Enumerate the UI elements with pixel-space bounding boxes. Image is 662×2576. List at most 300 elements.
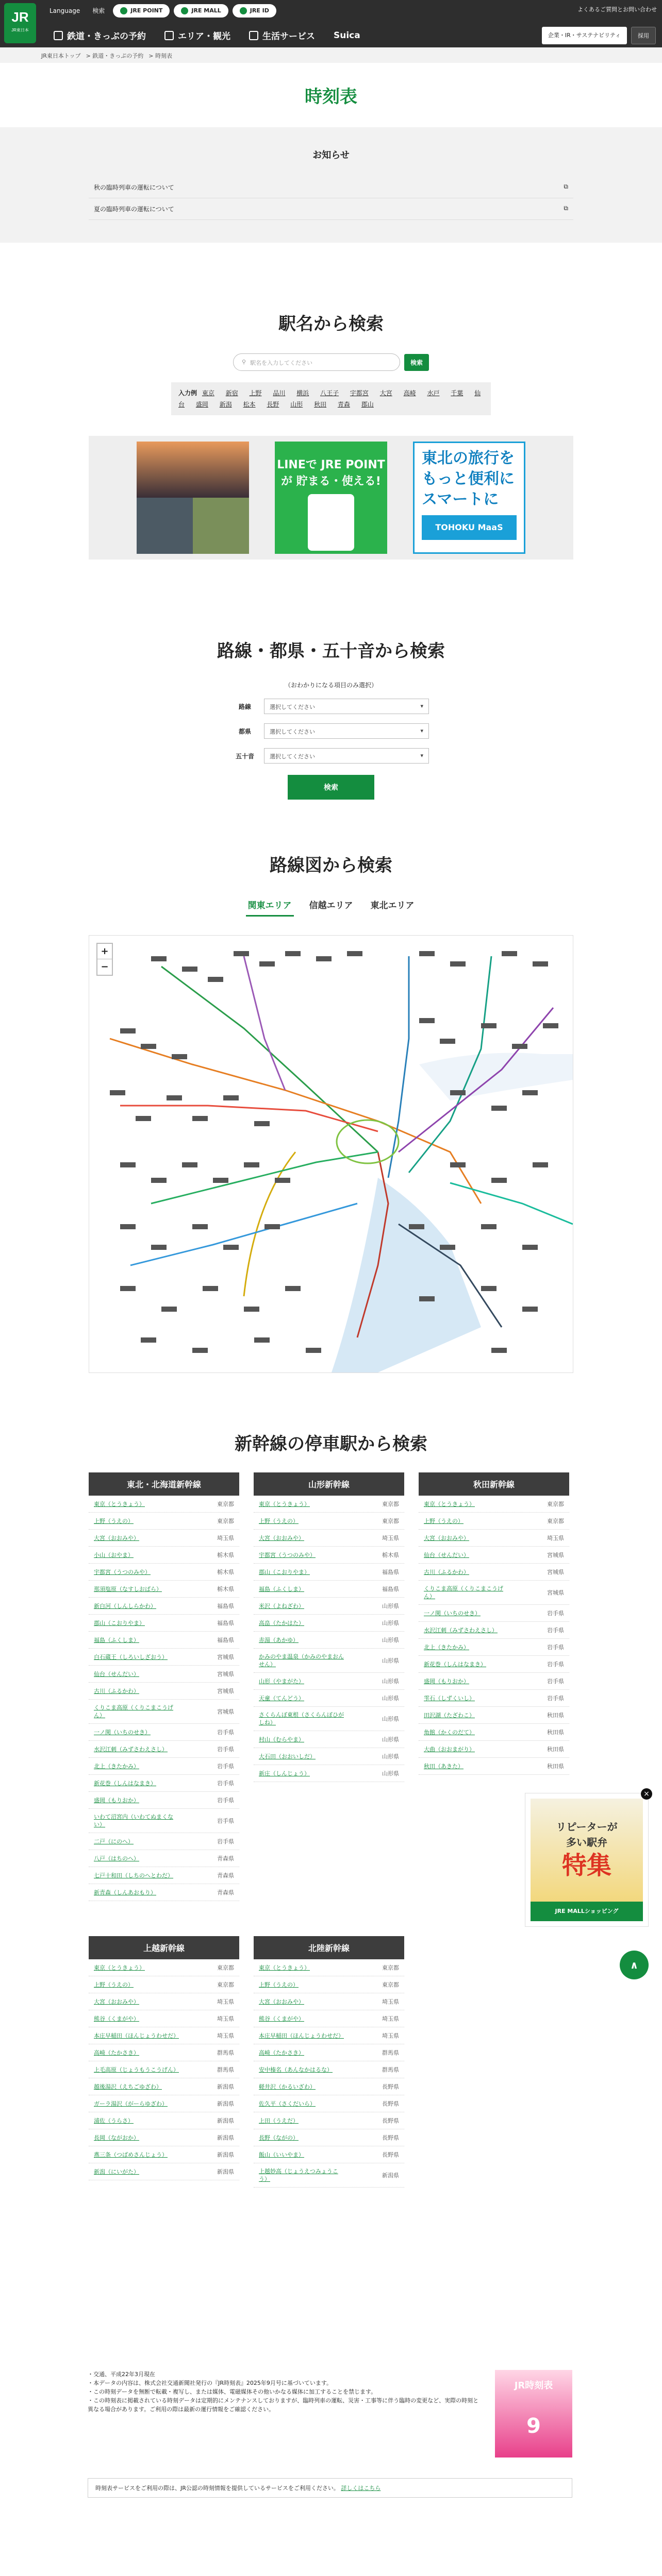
station-link[interactable]: 新青森（しんあおもり） bbox=[94, 1889, 156, 1896]
station-link[interactable]: 上野（うえの） bbox=[259, 1517, 299, 1524]
line-banner[interactable]: LINEで JRE POINTが 貯まる・使える! bbox=[275, 442, 387, 554]
station-row[interactable] bbox=[89, 2044, 239, 2061]
station-row[interactable] bbox=[419, 1690, 569, 1707]
prefecture-label: 東京都 bbox=[382, 1981, 399, 1988]
station-link[interactable]: 上野（うえの） bbox=[259, 1981, 299, 1988]
prefecture-label: 岩手県 bbox=[217, 1797, 234, 1804]
station-link[interactable]: いわて沼宮内（いわてぬまくない） bbox=[94, 1814, 173, 1828]
station-row[interactable] bbox=[89, 1976, 239, 1993]
example-station[interactable]: 新潟 bbox=[219, 401, 232, 408]
station-link[interactable]: 東京（とうきょう） bbox=[94, 1964, 145, 1971]
station-link[interactable]: 新花巻（しんはなまき） bbox=[94, 1780, 156, 1787]
station-row[interactable] bbox=[419, 1496, 569, 1513]
station-link[interactable]: 上毛高原（じょうもうこうげん） bbox=[94, 2066, 179, 2073]
faq-link[interactable]: よくあるご質問とお問い合わせ bbox=[577, 6, 657, 13]
example-station[interactable]: 盛岡 bbox=[195, 401, 208, 408]
station-row[interactable] bbox=[419, 1547, 569, 1564]
station-link[interactable]: 宇都宮（うつのみや） bbox=[259, 1551, 316, 1558]
station-link[interactable]: 上越妙高（じょうえつみょうこう） bbox=[259, 2168, 338, 2182]
station-link[interactable]: 水沢江刺（みずさわえさし） bbox=[424, 1626, 498, 1634]
breadcrumb-item: 時刻表 bbox=[155, 53, 172, 59]
station-row[interactable] bbox=[254, 2010, 404, 2027]
phone-image bbox=[308, 494, 354, 551]
prefecture-label: 福島県 bbox=[382, 1569, 399, 1575]
external-icon: ⧉ bbox=[564, 183, 568, 190]
zoom-in-button[interactable]: + bbox=[97, 944, 112, 959]
station-row[interactable] bbox=[89, 1741, 239, 1758]
station-link[interactable]: 郡山（こおりやま） bbox=[259, 1568, 310, 1575]
prefecture-select[interactable]: 選択してください ▾ bbox=[264, 723, 429, 739]
station-row[interactable] bbox=[254, 1615, 404, 1632]
prefecture-label: 山形県 bbox=[382, 1753, 399, 1760]
station-link[interactable]: 福島（ふくしま） bbox=[94, 1636, 139, 1643]
station-link[interactable]: 村山（むらやま） bbox=[259, 1736, 304, 1743]
prefecture-label: 福島県 bbox=[217, 1603, 234, 1609]
station-row[interactable] bbox=[89, 2061, 239, 2078]
station-link[interactable]: 本庄早稲田（ほんじょうわせだ） bbox=[94, 2032, 179, 2039]
prefecture-label: 山形県 bbox=[382, 1637, 399, 1643]
station-row[interactable] bbox=[89, 1850, 239, 1867]
station-row[interactable] bbox=[254, 2061, 404, 2078]
station-link[interactable]: 高崎（たかさき） bbox=[259, 2049, 304, 2056]
station-row[interactable] bbox=[254, 1632, 404, 1649]
station-row[interactable] bbox=[89, 1598, 239, 1615]
tab-shinetsu[interactable]: 信越エリア bbox=[309, 901, 353, 911]
station-link[interactable]: 熊谷（くまがや） bbox=[259, 2015, 304, 2022]
station-row[interactable] bbox=[254, 2095, 404, 2112]
map-zoom-control bbox=[96, 943, 113, 976]
station-link[interactable]: くりこま高原（くりこまこうげん） bbox=[94, 1704, 173, 1719]
station-row[interactable] bbox=[89, 1724, 239, 1741]
kana-select[interactable]: 選択してください ▾ bbox=[264, 748, 429, 764]
station-row[interactable] bbox=[89, 1884, 239, 1901]
station-row[interactable] bbox=[89, 1700, 239, 1724]
station-link[interactable]: 天童（てんどう） bbox=[259, 1694, 304, 1702]
close-icon[interactable]: × bbox=[641, 1788, 652, 1800]
prefecture-label: 埼玉県 bbox=[547, 1535, 564, 1541]
station-link[interactable]: 郡山（こおりやま） bbox=[94, 1619, 145, 1626]
station-link[interactable]: 大石田（おおいしだ） bbox=[259, 1753, 316, 1760]
section-title: 新幹線の停車駅から検索 bbox=[235, 1434, 427, 1454]
station-row[interactable] bbox=[419, 1724, 569, 1741]
station-link[interactable]: 熊谷（くまがや） bbox=[94, 2015, 139, 2022]
station-row[interactable] bbox=[89, 1993, 239, 2010]
station-link[interactable]: 越後湯沢（えちごゆざわ） bbox=[94, 2083, 162, 2090]
line-select[interactable]: 選択してください ▾ bbox=[264, 699, 429, 714]
station-row[interactable] bbox=[89, 2027, 239, 2044]
station-link[interactable]: 古川（ふるかわ） bbox=[94, 1687, 139, 1694]
prefecture-label: 東京都 bbox=[547, 1501, 564, 1507]
station-row[interactable] bbox=[254, 1690, 404, 1707]
station-link[interactable]: 那須塩原（なすしおばら） bbox=[94, 1585, 162, 1592]
station-link[interactable]: 東京（とうきょう） bbox=[259, 1964, 310, 1971]
station-link[interactable]: 飯山（いいやま） bbox=[259, 2151, 304, 2158]
station-link[interactable]: 上野（うえの） bbox=[424, 1517, 464, 1524]
prefecture-label: 岩手県 bbox=[217, 1763, 234, 1770]
station-row[interactable] bbox=[419, 1622, 569, 1639]
prefecture-label: 長野県 bbox=[382, 2151, 399, 2158]
example-station[interactable]: 千葉 bbox=[451, 389, 464, 397]
station-link[interactable]: 盛岡（もりおか） bbox=[424, 1677, 469, 1685]
station-row[interactable] bbox=[254, 1513, 404, 1530]
example-station[interactable]: 松本 bbox=[243, 401, 256, 408]
example-station[interactable]: 八王子 bbox=[320, 389, 339, 397]
example-station[interactable]: 青森 bbox=[337, 401, 350, 408]
prefecture-label: 宮城県 bbox=[217, 1671, 234, 1677]
example-station[interactable]: 新宿 bbox=[225, 389, 238, 397]
prefecture-label: 東京都 bbox=[217, 1964, 234, 1971]
prefecture-label: 宮城県 bbox=[217, 1708, 234, 1715]
example-station[interactable]: 高崎 bbox=[403, 389, 416, 397]
station-link[interactable]: 仙台（せんだい） bbox=[424, 1551, 469, 1558]
station-row[interactable] bbox=[419, 1513, 569, 1530]
station-row[interactable] bbox=[254, 2163, 404, 2188]
prefecture-label: 山形県 bbox=[382, 1770, 399, 1777]
station-row[interactable] bbox=[89, 2078, 239, 2095]
station-link[interactable]: 新潟（にいがた） bbox=[94, 2168, 139, 2175]
scroll-top-button[interactable]: ∧ bbox=[620, 1951, 649, 1979]
prefecture-label: 群馬県 bbox=[382, 2066, 399, 2073]
example-station[interactable]: 東京 bbox=[202, 389, 214, 397]
station-link[interactable]: かみのやま温泉（かみのやまおんせん） bbox=[259, 1653, 344, 1668]
station-row[interactable] bbox=[254, 1731, 404, 1748]
station-link[interactable]: 七戸十和田（しちのへとわだ） bbox=[94, 1872, 173, 1879]
breadcrumb-item[interactable]: 鉄道・きっぷの予約 bbox=[92, 53, 144, 59]
station-link[interactable]: 八戸（はちのへ） bbox=[94, 1855, 139, 1862]
station-link[interactable]: 水沢江刺（みずさわえさし） bbox=[94, 1745, 168, 1753]
prefecture-label: 岩手県 bbox=[217, 1746, 234, 1753]
station-link[interactable]: 雫石（しずくいし） bbox=[424, 1694, 475, 1702]
station-row[interactable] bbox=[89, 2010, 239, 2027]
photo-banner[interactable] bbox=[137, 442, 249, 554]
route-search-section bbox=[0, 580, 662, 800]
station-link[interactable]: 二戸（にのへ） bbox=[94, 1838, 134, 1845]
prefecture-label: 新潟県 bbox=[217, 2117, 234, 2124]
station-row[interactable] bbox=[89, 2095, 239, 2112]
bag-icon bbox=[249, 31, 258, 40]
jre-point-pill[interactable]: JRE POINT bbox=[113, 4, 170, 18]
prefecture-label: 宮城県 bbox=[547, 1552, 564, 1558]
prefecture-label: 埼玉県 bbox=[217, 2015, 234, 2022]
station-link[interactable]: 軽井沢（かるいざわ） bbox=[259, 2083, 316, 2090]
station-link[interactable]: 大宮（おおみや） bbox=[259, 1998, 304, 2005]
station-link[interactable]: 東京（とうきょう） bbox=[259, 1500, 310, 1507]
station-link[interactable]: 佐久平（さくだいら） bbox=[259, 2100, 316, 2107]
station-row[interactable] bbox=[419, 1673, 569, 1690]
example-station[interactable]: 横浜 bbox=[296, 389, 309, 397]
prefecture-label: 岩手県 bbox=[547, 1695, 564, 1702]
prefecture-label: 山形県 bbox=[382, 1620, 399, 1626]
prefecture-label: 新潟県 bbox=[217, 2168, 234, 2175]
station-row[interactable] bbox=[254, 1765, 404, 1782]
prefecture-label: 埼玉県 bbox=[382, 2015, 399, 2022]
jre-id-pill[interactable]: JRE ID bbox=[233, 4, 276, 18]
station-row[interactable] bbox=[89, 2163, 239, 2180]
route-map[interactable] bbox=[89, 935, 573, 1373]
notice-item[interactable]: 夏の臨時列車の運転について ⧉ bbox=[89, 198, 573, 220]
station-link[interactable]: 小山（おやま） bbox=[94, 1551, 134, 1558]
station-row[interactable] bbox=[89, 1758, 239, 1775]
station-link[interactable]: 本庄早稲田（ほんじょうわせだ） bbox=[259, 2032, 344, 2039]
station-link[interactable]: 大宮（おおみや） bbox=[94, 1998, 139, 2005]
station-row[interactable] bbox=[89, 1809, 239, 1833]
prefecture-label: 群馬県 bbox=[217, 2066, 234, 2073]
station-link[interactable]: 田沢湖（たざわこ） bbox=[424, 1711, 475, 1719]
jre-id-icon bbox=[240, 7, 247, 14]
station-row[interactable] bbox=[419, 1758, 569, 1775]
station-row[interactable] bbox=[89, 1833, 239, 1850]
prefecture-label: 秋田県 bbox=[547, 1746, 564, 1753]
example-station[interactable]: 山形 bbox=[290, 401, 303, 408]
station-link[interactable]: 仙台（せんだい） bbox=[94, 1670, 139, 1677]
prefecture-label: 岩手県 bbox=[547, 1610, 564, 1617]
shinkansen-column bbox=[254, 1936, 404, 2188]
route-search-button[interactable]: 検索 bbox=[288, 775, 374, 800]
station-row[interactable] bbox=[254, 1564, 404, 1581]
prefecture-label: 東京都 bbox=[217, 1501, 234, 1507]
station-row[interactable] bbox=[419, 1741, 569, 1758]
prefecture-label: 長野県 bbox=[382, 2134, 399, 2141]
shinkansen-column bbox=[89, 1936, 239, 2188]
station-row[interactable] bbox=[254, 1748, 404, 1765]
note-line: ・本データの内容は、株式会社交通新聞社発行の『JR時刻表』2025年9月号に基づいています。 bbox=[88, 2380, 332, 2386]
station-link[interactable]: 一ノ関（いちのせき） bbox=[424, 1609, 481, 1617]
station-link[interactable]: 燕三条（つばめさんじょう） bbox=[94, 2151, 168, 2158]
example-station[interactable]: 上野 bbox=[249, 389, 262, 397]
prefecture-label: 岩手県 bbox=[547, 1627, 564, 1634]
station-row[interactable] bbox=[419, 1639, 569, 1656]
prefecture-label: 岩手県 bbox=[547, 1661, 564, 1668]
prefecture-label: 山形県 bbox=[382, 1716, 399, 1722]
station-link[interactable]: 高畠（たかはた） bbox=[259, 1619, 304, 1626]
recruit-button[interactable]: 採用 bbox=[631, 27, 656, 44]
example-station[interactable]: 郡山 bbox=[361, 401, 374, 408]
nav-railway[interactable]: 鉄道・きっぷの予約 bbox=[45, 25, 154, 46]
prefecture-label: 新潟県 bbox=[217, 2083, 234, 2090]
station-row[interactable] bbox=[419, 1656, 569, 1673]
station-row[interactable] bbox=[254, 2112, 404, 2129]
station-link[interactable]: 宇都宮（うつのみや） bbox=[94, 1568, 151, 1575]
station-link[interactable]: 東京（とうきょう） bbox=[424, 1500, 475, 1507]
station-row[interactable] bbox=[254, 1976, 404, 1993]
station-row[interactable] bbox=[254, 1598, 404, 1615]
station-link[interactable]: 新庄（しんじょう） bbox=[259, 1770, 310, 1777]
station-link[interactable]: 山形（やまがた） bbox=[259, 1677, 304, 1685]
service-link[interactable]: 詳しくはこちら bbox=[341, 2485, 381, 2492]
nav-life[interactable]: 生活サービス bbox=[241, 25, 323, 46]
station-link[interactable]: 北上（きたかみ） bbox=[424, 1643, 469, 1651]
train-icon bbox=[54, 31, 63, 40]
zoom-out-button[interactable]: − bbox=[101, 961, 109, 972]
prefecture-label: 秋田県 bbox=[547, 1712, 564, 1719]
station-link[interactable]: 古川（ふるかわ） bbox=[424, 1568, 469, 1575]
station-link[interactable]: 赤湯（あかゆ） bbox=[259, 1636, 299, 1643]
shinkansen-grid bbox=[89, 1472, 573, 2188]
notice-title: お知らせ bbox=[312, 150, 350, 161]
promo-popup[interactable]: × リピーターが 多い駅弁 特集 JRE MALLショッピング bbox=[525, 1793, 649, 1927]
station-row[interactable] bbox=[419, 1707, 569, 1724]
search-link[interactable]: 検索 bbox=[92, 7, 105, 14]
station-link[interactable]: 秋田（あきた） bbox=[424, 1762, 464, 1770]
prefecture-label: 新潟県 bbox=[382, 2172, 399, 2179]
prefecture-label: 岩手県 bbox=[217, 1729, 234, 1736]
station-link[interactable]: 大宮（おおみや） bbox=[424, 1534, 469, 1541]
shinkansen-line-title: 東北・北海道新幹線 bbox=[89, 1472, 239, 1496]
breadcrumb-item[interactable]: JR東日本トップ bbox=[41, 53, 81, 59]
station-row[interactable] bbox=[254, 1673, 404, 1690]
field-label: 五十音 bbox=[235, 752, 254, 760]
station-row[interactable] bbox=[254, 2027, 404, 2044]
prefecture-label: 福島県 bbox=[217, 1637, 234, 1643]
station-search-section bbox=[0, 243, 662, 580]
notice-item[interactable]: 秋の臨時列車の運転について ⧉ bbox=[89, 177, 573, 198]
station-link[interactable]: 一ノ関（いちのせき） bbox=[94, 1728, 151, 1736]
station-link[interactable]: 北上（きたかみ） bbox=[94, 1762, 139, 1770]
example-station[interactable]: 宇都宮 bbox=[350, 389, 369, 397]
station-row[interactable] bbox=[89, 1496, 239, 1513]
station-row[interactable] bbox=[254, 1547, 404, 1564]
station-row[interactable] bbox=[254, 1530, 404, 1547]
station-link[interactable]: 安中榛名（あんなかはるな） bbox=[259, 2066, 333, 2073]
station-row[interactable] bbox=[89, 1959, 239, 1976]
station-row[interactable] bbox=[89, 1513, 239, 1530]
station-link[interactable]: 長岡（ながおか） bbox=[94, 2134, 139, 2141]
station-row[interactable] bbox=[254, 2146, 404, 2163]
station-link[interactable]: 東京（とうきょう） bbox=[94, 1500, 145, 1507]
station-row[interactable] bbox=[419, 1605, 569, 1622]
nav-suica[interactable]: Suica bbox=[334, 30, 360, 41]
station-row[interactable] bbox=[419, 1564, 569, 1581]
station-row[interactable] bbox=[419, 1581, 569, 1605]
station-link[interactable]: 大宮（おおみや） bbox=[94, 1534, 139, 1541]
station-row[interactable] bbox=[254, 2044, 404, 2061]
prefecture-label: 埼玉県 bbox=[382, 2032, 399, 2039]
station-link[interactable]: 高崎（たかさき） bbox=[94, 2049, 139, 2056]
prefecture-label: 長野県 bbox=[382, 2117, 399, 2124]
station-link[interactable]: ガーラ湯沢（がーらゆざわ） bbox=[94, 2100, 168, 2107]
station-link[interactable]: 盛岡（もりおか） bbox=[94, 1797, 139, 1804]
prefecture-label: 岩手県 bbox=[547, 1644, 564, 1651]
corporate-button[interactable]: 企業・IR・サステナビリティ bbox=[542, 27, 627, 44]
station-search-input[interactable]: ⚲ 駅名を入力してください bbox=[233, 353, 400, 371]
station-row[interactable] bbox=[89, 1615, 239, 1632]
prefecture-label: 埼玉県 bbox=[217, 1535, 234, 1541]
station-row[interactable] bbox=[254, 1707, 404, 1731]
example-station[interactable]: 水戸 bbox=[427, 389, 440, 397]
jr-logo[interactable]: JR JR東日本 bbox=[4, 3, 36, 43]
tab-kanto[interactable]: 関東エリア bbox=[246, 894, 294, 917]
station-link[interactable]: くりこま高原（くりこまこうげん） bbox=[424, 1585, 503, 1600]
map-icon bbox=[164, 31, 174, 40]
station-row[interactable] bbox=[89, 2129, 239, 2146]
station-row[interactable] bbox=[254, 2078, 404, 2095]
station-search-button[interactable]: 検索 bbox=[404, 354, 429, 371]
prefecture-label: 長野県 bbox=[382, 2100, 399, 2107]
prefecture-label: 新潟県 bbox=[217, 2134, 234, 2141]
station-row[interactable] bbox=[89, 2112, 239, 2129]
tab-tohoku[interactable]: 東北エリア bbox=[370, 901, 415, 911]
shinkansen-column bbox=[254, 1472, 404, 1901]
station-row[interactable] bbox=[89, 1530, 239, 1547]
station-link[interactable]: 角館（かくのだて） bbox=[424, 1728, 475, 1736]
station-row[interactable] bbox=[254, 1649, 404, 1673]
prefecture-label: 青森県 bbox=[217, 1872, 234, 1879]
station-row[interactable] bbox=[89, 1683, 239, 1700]
example-station[interactable]: 仙台 bbox=[178, 389, 481, 408]
station-link[interactable]: 上野（うえの） bbox=[94, 1517, 134, 1524]
station-row[interactable] bbox=[89, 1649, 239, 1666]
station-row[interactable] bbox=[89, 1564, 239, 1581]
station-row[interactable] bbox=[254, 1993, 404, 2010]
station-link[interactable]: 上野（うえの） bbox=[94, 1981, 134, 1988]
station-row[interactable] bbox=[89, 1867, 239, 1884]
prefecture-label: 東京都 bbox=[382, 1501, 399, 1507]
station-row[interactable] bbox=[89, 1775, 239, 1792]
banner-area bbox=[89, 436, 573, 560]
station-row[interactable] bbox=[89, 1666, 239, 1683]
prefecture-label: 山形県 bbox=[382, 1657, 399, 1664]
nav-area[interactable]: エリア・観光 bbox=[156, 25, 239, 46]
shinkansen-line-title: 北陸新幹線 bbox=[254, 1936, 404, 1959]
station-link[interactable]: 大曲（おおまがり） bbox=[424, 1745, 475, 1753]
station-row[interactable] bbox=[89, 1547, 239, 1564]
station-link[interactable]: 長野（ながの） bbox=[259, 2134, 299, 2141]
prefecture-label: 秋田県 bbox=[547, 1729, 564, 1736]
timetable-magazine[interactable]: JR時刻表 9 bbox=[495, 2370, 572, 2458]
maas-banner[interactable]: 東北の旅行を もっと便利に スマートに TOHOKU MaaS bbox=[413, 442, 525, 554]
prefecture-label: 栃木県 bbox=[217, 1552, 234, 1558]
station-row[interactable] bbox=[89, 2146, 239, 2163]
station-link[interactable]: 白石蔵王（しろいしざおう） bbox=[94, 1653, 168, 1660]
example-station[interactable]: 秋田 bbox=[314, 401, 327, 408]
station-link[interactable]: 浦佐（うらさ） bbox=[94, 2117, 134, 2124]
station-row[interactable] bbox=[89, 1792, 239, 1809]
example-station[interactable]: 大宮 bbox=[379, 389, 392, 397]
field-label: 都県 bbox=[238, 727, 251, 735]
example-station[interactable]: 長野 bbox=[267, 401, 279, 408]
station-row[interactable] bbox=[89, 1581, 239, 1598]
shinkansen-line-title: 山形新幹線 bbox=[254, 1472, 404, 1496]
jre-mall-pill[interactable]: JRE MALL bbox=[174, 4, 228, 18]
route-map-svg[interactable] bbox=[89, 936, 573, 1372]
prefecture-label: 青森県 bbox=[217, 1855, 234, 1862]
prefecture-label: 山形県 bbox=[382, 1678, 399, 1685]
station-row[interactable] bbox=[89, 1632, 239, 1649]
prefecture-label: 新潟県 bbox=[217, 2100, 234, 2107]
chevron-down-icon: ▾ bbox=[420, 727, 423, 734]
search-icon: ⚲ bbox=[242, 359, 246, 365]
station-row[interactable] bbox=[254, 1959, 404, 1976]
station-link[interactable]: 大宮（おおみや） bbox=[259, 1534, 304, 1541]
station-row[interactable] bbox=[254, 1581, 404, 1598]
station-row[interactable] bbox=[419, 1530, 569, 1547]
station-row[interactable] bbox=[254, 1496, 404, 1513]
example-station[interactable]: 品川 bbox=[273, 389, 286, 397]
prefecture-label: 東京都 bbox=[547, 1518, 564, 1524]
station-link[interactable]: 新花巻（しんはなまき） bbox=[424, 1660, 486, 1668]
prefecture-label: 東京都 bbox=[217, 1981, 234, 1988]
language-link[interactable]: Language bbox=[49, 7, 80, 14]
station-link[interactable]: 上田（うえだ） bbox=[259, 2117, 299, 2124]
station-link[interactable]: 福島（ふくしま） bbox=[259, 1585, 304, 1592]
station-link[interactable]: さくらんぼ東根（さくらんぼひがしね） bbox=[259, 1711, 344, 1726]
jre-mall-icon bbox=[181, 7, 188, 14]
station-link[interactable]: 米沢（よねざわ） bbox=[259, 1602, 304, 1609]
station-link[interactable]: 新白河（しんしらかわ） bbox=[94, 1602, 156, 1609]
prefecture-label: 岩手県 bbox=[547, 1678, 564, 1685]
station-row[interactable] bbox=[254, 2129, 404, 2146]
section-title: 駅名から検索 bbox=[278, 314, 384, 334]
